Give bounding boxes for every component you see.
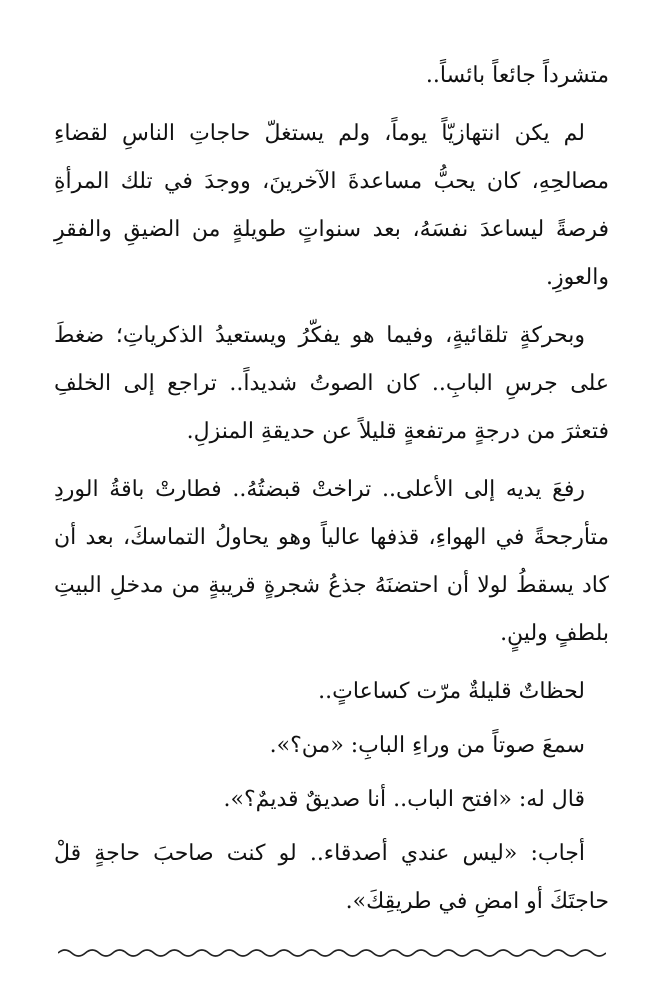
paragraph-3: وبحركةٍ تلقائيةٍ، وفيما هو يفكّرُ ويستعيدُ الذكرياتِ؛ ضغطَ على جرسِ البابِ.. كان الصوتُ شديداً.. تراجع إلى الخلفِ فتعثرَ من درجةٍ مرتفعةٍ قليلاً عن حديقةِ المنزلِ. [54, 323, 609, 444]
paragraph-4: رفعَ يديه إلى الأعلى.. تراختْ قبضتُهُ.. فطارتْ باقةُ الوردِ متأرجحةً في الهواءِ، قذفها عالياً وهو يحاولُ التماسكَ، بعد أن كاد يسقطُ لولا أن احتضنَهُ جذعُ شجرةٍ قريبةٍ من مدخلِ البيتِ بلطفٍ ولينٍ. [54, 477, 609, 646]
paragraph-2: لم يكن انتهازيّاً يوماً، ولم يستغلّ حاجاتِ الناسِ لقضاءِ مصالحِهِ، كان يحبُّ مساعدةَ الآخرينَ، ووجدَ في تلك المرأةِ فرصةً ليساعدَ نفسَهُ، بعد سنواتٍ طويلةٍ من الضيقِ والفقرِ والعوزِ. [54, 121, 609, 290]
wavy-divider-line [58, 950, 606, 956]
paragraph-6: سمعَ صوتاً من وراءِ البابِ: «من؟». [269, 733, 585, 758]
paragraph-1: متشرداً جائعاً بائساً.. [425, 63, 609, 88]
wavy-divider [58, 944, 606, 962]
paragraph-5: لحظاتٌ قليلةٌ مرّت كساعاتٍ.. [318, 679, 585, 704]
paragraph-8: أجاب: «ليس عندي أصدقاء.. لو كنت صاحبَ حاجةٍ قلْ حاجتَكَ أو امضِ في طريقِكَ». [54, 841, 609, 914]
document-page [54, 52, 609, 936]
paragraph-7: قال له: «افتح الباب.. أنا صديقٌ قديمٌ؟». [223, 787, 585, 812]
